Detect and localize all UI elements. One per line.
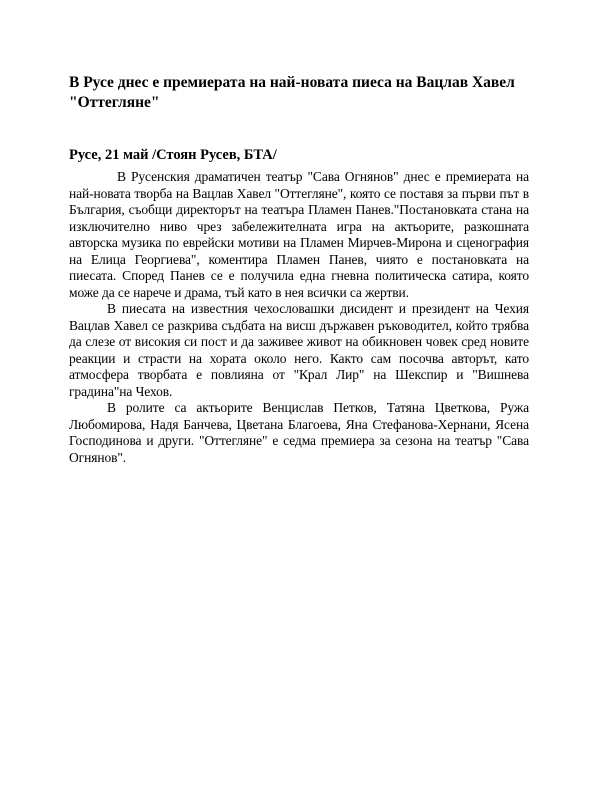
article-paragraph-1: В Русенския драматичен театър "Сава Огнянов" днес е премиерата на най-новата творба на Вацлав Хавел "Оттегляне", която се поставя за първи път в България, съобщи директорът на театъра Пламен Панев."Постановката стана на изключително ниво чрез забележителната игра на актьорите, разкошната авторска музика по еврейски мотиви на Пламен Мирчев-Мирона и сценография на Елица Георгиева", коментира Пламен Панев, чиято е постановката на пиесата. Според Панев се е получила една гневна политическа сатира, която може да се нарече и драма, тъй като в нея всички са жертви.	[69, 169, 529, 300]
article-paragraph-3: В ролите са актьорите Венцислав Петков, Татяна Цветкова, Ружа Любомирова, Надя Банчева, Цветана Благоева, Яна Стефанова-Хернани, Ясена Господинова и други. "Оттегляне" е седма премиера за сезона на театър "Сава Огнянов".	[69, 400, 529, 465]
article-paragraph-2: В пиесата на известния чехословашки дисидент и президент на Чехия Вацлав Хавел се разкрива съдбата на висш държавен ръководител, който трябва да слезе от високия си пост и да заживее живот на обикновен човек сред новите реакции и страсти на хората около него. Както сам посочва авторът, като атмосфера творбата е повлияна от "Крал Лир" на Шекспир и "Вишнева градина"на Чехов.	[69, 301, 529, 399]
article-headline: В Русе днес е премиерата на най-новата пиеса на Вацлав Хавел "Оттегляне"	[69, 74, 515, 111]
article-body	[69, 169, 529, 466]
article-dateline: Русе, 21 май /Стоян Русев, БТА/	[69, 147, 277, 163]
